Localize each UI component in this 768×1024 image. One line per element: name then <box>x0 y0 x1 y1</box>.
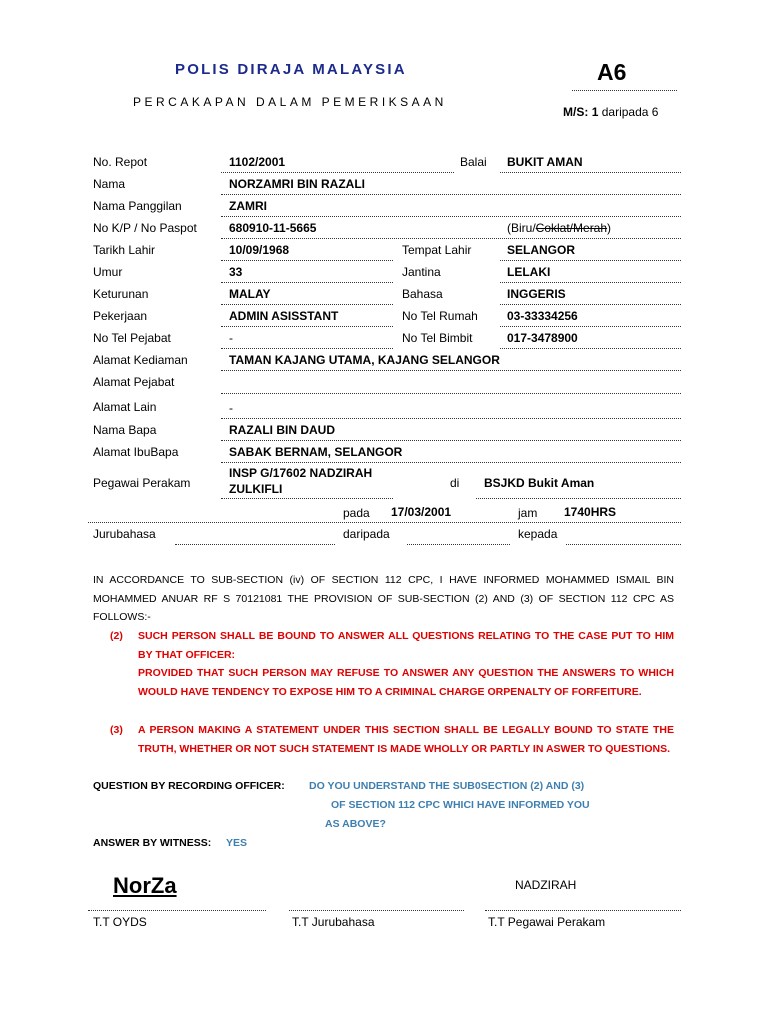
clause-2-proviso: PROVIDED THAT SUCH PERSON MAY REFUSE TO ANSWER ANY QUESTION THE ANSWERS TO WHICH WOULD HAVE TENDENCY TO EXPOSE HIM TO A CRIMINAL CHARGE ORPENALTY OF FORFEITURE. <box>138 667 674 698</box>
no-tel-bimbit-label: No Tel Bimbit <box>402 331 473 345</box>
kp-color-options <box>507 221 611 235</box>
form-code-underline <box>572 90 677 91</box>
tarikh-lahir-value: 10/09/1968 <box>229 243 290 257</box>
alamat-kediaman-label: Alamat Kediaman <box>93 353 188 367</box>
alamat-pejabat-label: Alamat Pejabat <box>93 375 175 389</box>
jurubahasa-label: Jurubahasa <box>93 527 156 541</box>
tt-jurubahasa-line <box>289 910 464 911</box>
alamat-lain-value: - <box>229 401 233 415</box>
umur-label: Umur <box>93 265 123 279</box>
alamat-ibubapa-label: Alamat IbuBapa <box>93 445 179 459</box>
nama-bapa-line <box>221 440 681 441</box>
alamat-lain-label: Alamat Lain <box>93 400 157 414</box>
ms-page: 1 <box>591 105 599 119</box>
pegawai-perakam-value-line2: ZULKIFLI <box>229 482 283 496</box>
tt-pegawai-label: T.T Pegawai Perakam <box>488 915 606 929</box>
statement-intro: IN ACCORDANCE TO SUB-SECTION (iv) OF SECTION 112 CPC, I HAVE INFORMED MOHAMMED ISMAIL BIN MOHAMMED ANUAR RF S 70121081 THE PROVISION OF SUB-SECTION (2) AND (3) OF SECTION 112 CPC AS FOLLOWS:- <box>93 574 674 623</box>
question-label: QUESTION BY RECORDING OFFICER: <box>93 780 285 792</box>
no-tel-bimbit-line <box>500 348 681 349</box>
nama-line <box>221 194 681 195</box>
alamat-ibubapa-line <box>221 462 681 463</box>
form-code: A6 <box>597 59 627 85</box>
no-repot-line <box>221 172 454 173</box>
tarikh-lahir-line <box>221 260 393 261</box>
form-title: POLIS DIRAJA MALAYSIA <box>175 61 407 78</box>
officer-name: NADZIRAH <box>515 878 577 892</box>
nama-bapa-value: RAZALI BIN DAUD <box>229 423 335 437</box>
kepada-line <box>566 544 681 545</box>
umur-value: 33 <box>229 265 243 279</box>
bahasa-label: Bahasa <box>402 287 443 301</box>
nama-panggilan-line <box>221 216 681 217</box>
pekerjaan-value: ADMIN ASISSTANT <box>229 309 339 323</box>
pegawai-perakam-line <box>221 498 393 499</box>
nama-panggilan-label: Nama Panggilan <box>93 199 182 213</box>
alamat-lain-line <box>221 418 681 419</box>
tempat-lahir-label: Tempat Lahir <box>402 243 472 257</box>
nama-bapa-label: Nama Bapa <box>93 423 157 437</box>
clause-3-number: (3) <box>110 724 123 736</box>
answer-label: ANSWER BY WITNESS: <box>93 837 212 849</box>
jantina-line <box>500 282 681 283</box>
clause-3-text: A PERSON MAKING A STATEMENT UNDER THIS SECTION SHALL BE LEGALLY BOUND TO STATE THE TRUTH, WHETHER OR NOT SUCH STATEMENT IS MADE WHOLLY OR PARTLY IN ASWER TO QUESTIONS. <box>138 724 674 755</box>
pada-value: 17/03/2001 <box>391 505 452 519</box>
daripada-line <box>407 544 510 545</box>
ms-of: daripada 6 <box>601 105 659 119</box>
daripada-label: daripada <box>343 527 390 541</box>
jantina-label: Jantina <box>402 265 441 279</box>
kp-color-struck: Coklat/Merah <box>535 221 608 235</box>
tt-oyds-label: T.T OYDS <box>93 915 147 929</box>
keturunan-line <box>221 304 393 305</box>
ms-label: M/S: <box>563 105 589 119</box>
tt-jurubahasa-label: T.T Jurubahasa <box>292 915 375 929</box>
kepada-label: kepada <box>518 527 558 541</box>
tempat-lahir-line <box>500 260 681 261</box>
balai-line <box>500 172 681 173</box>
balai-value: BUKIT AMAN <box>507 155 583 169</box>
di-line <box>476 498 681 499</box>
kp-color-close: ) <box>607 221 612 235</box>
bahasa-value: INGGERIS <box>507 287 566 301</box>
bahasa-line <box>500 304 681 305</box>
no-tel-rumah-label: No Tel Rumah <box>402 309 478 323</box>
pekerjaan-line <box>221 326 393 327</box>
jantina-value: LELAKI <box>507 265 551 279</box>
keturunan-label: Keturunan <box>93 287 149 301</box>
jurubahasa-line <box>175 544 335 545</box>
alamat-pejabat-line <box>221 393 681 394</box>
balai-label: Balai <box>460 155 487 169</box>
witness-signature: NorZa <box>113 873 177 898</box>
alamat-kediaman-line <box>221 370 681 371</box>
kp-color-open: (Biru/ <box>507 221 536 235</box>
no-tel-pejabat-label: No Tel Pejabat <box>93 331 171 345</box>
nama-label: Nama <box>93 177 126 191</box>
jam-value: 1740HRS <box>564 505 617 519</box>
pada-label: pada <box>343 506 370 520</box>
jam-label: jam <box>518 506 538 520</box>
no-tel-pejabat-value: - <box>229 331 233 345</box>
no-repot-value: 1102/2001 <box>229 155 286 169</box>
nama-value: NORZAMRI BIN RAZALI <box>229 177 365 191</box>
clause-2-text: SUCH PERSON SHALL BE BOUND TO ANSWER ALL QUESTIONS RELATING TO THE CASE PUT TO HIM BY THAT OFFICER: <box>138 630 674 661</box>
question-line-3: AS ABOVE? <box>325 818 386 830</box>
question-line-1: DO YOU UNDERSTAND THE SUB0SECTION (2) AND (3) <box>309 780 585 792</box>
clause-2-number: (2) <box>110 630 123 642</box>
pada-jam-line <box>88 522 681 523</box>
pekerjaan-label: Pekerjaan <box>93 309 148 323</box>
question-line-2: OF SECTION 112 CPC WHICI HAVE INFORMED YOU <box>331 799 590 811</box>
page-indicator <box>563 105 658 119</box>
answer-value: YES <box>226 837 248 849</box>
no-tel-bimbit-value: 017-3478900 <box>507 331 578 345</box>
tt-oyds-line <box>88 910 266 911</box>
no-tel-pejabat-line <box>221 348 393 349</box>
alamat-ibubapa-value: SABAK BERNAM, SELANGOR <box>229 445 403 459</box>
no-tel-rumah-value: 03-33334256 <box>507 309 578 323</box>
di-value: BSJKD Bukit Aman <box>484 476 595 490</box>
pegawai-perakam-label: Pegawai Perakam <box>93 476 191 490</box>
no-repot-label: No. Repot <box>93 155 148 169</box>
di-label: di <box>450 476 460 490</box>
no-kp-value: 680910-11-5665 <box>229 221 317 235</box>
pegawai-perakam-value-line1: INSP G/17602 NADZIRAH <box>229 466 373 480</box>
no-kp-line <box>221 238 681 239</box>
no-kp-label: No K/P / No Paspot <box>93 221 197 235</box>
no-tel-rumah-line <box>500 326 681 327</box>
tt-pegawai-line <box>485 910 681 911</box>
keturunan-value: MALAY <box>229 287 271 301</box>
umur-line <box>221 282 393 283</box>
alamat-kediaman-value: TAMAN KAJANG UTAMA, KAJANG SELANGOR <box>229 353 500 367</box>
tempat-lahir-value: SELANGOR <box>507 243 576 257</box>
nama-panggilan-value: ZAMRI <box>229 199 267 213</box>
form-subtitle: PERCAKAPAN DALAM PEMERIKSAAN <box>133 95 447 109</box>
tarikh-lahir-label: Tarikh Lahir <box>93 243 156 257</box>
